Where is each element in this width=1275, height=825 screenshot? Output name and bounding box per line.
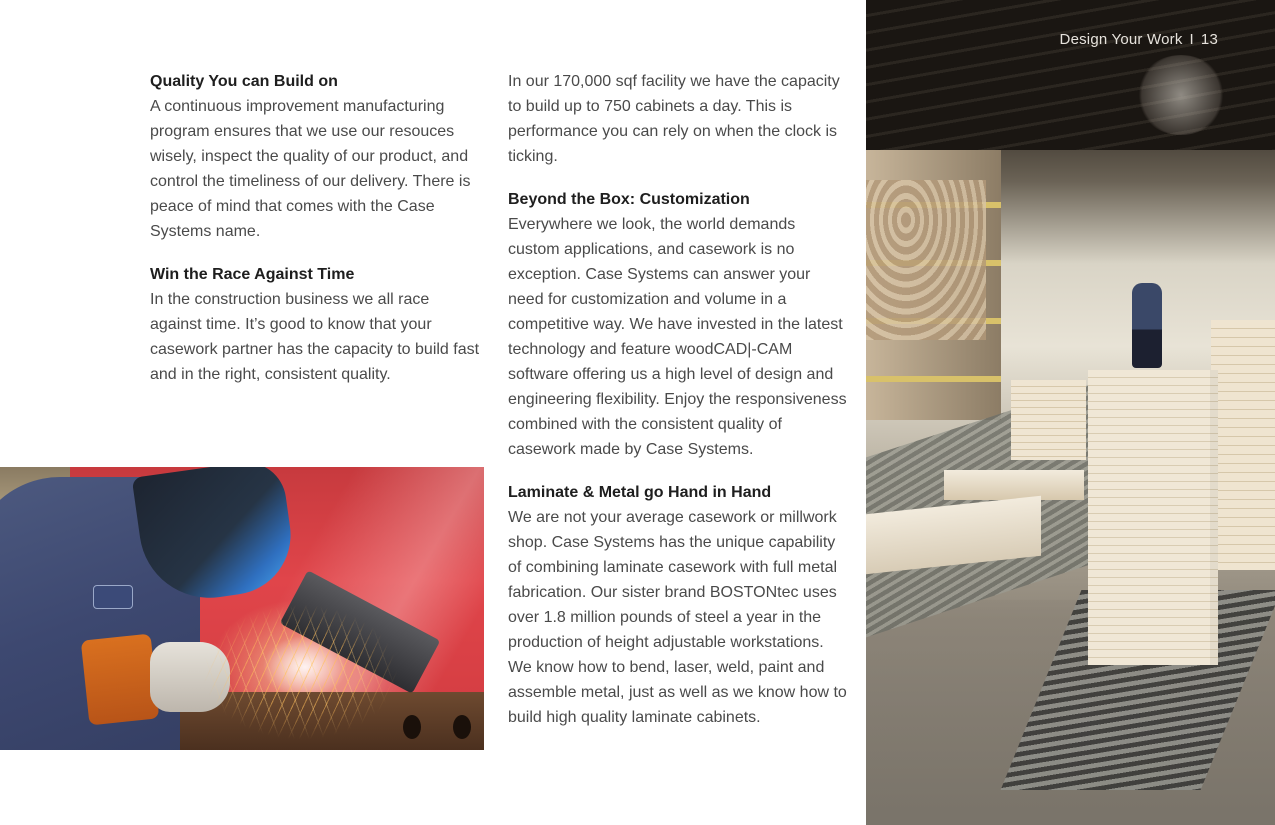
section-body: We are not your average casework or millwork shop. Case Systems has the unique capability of combining laminate casework with full metal fabrication. Our sister brand BOSTONtec uses over 1.8 million pounds of steel a year in the production of height adjustable workstations. We know how to bend, laser, weld, paint and assemble metal, just as well as we know how to build high quality laminate cabinets.: [508, 509, 847, 726]
section-heading: Quality You can Build on: [150, 73, 338, 90]
left-text-column: [150, 69, 480, 405]
panel-stack: [944, 470, 1084, 500]
separator: I: [1189, 31, 1194, 48]
factory-photo: [866, 0, 1275, 825]
panel-stack-right: [1211, 320, 1275, 570]
section-heading: Beyond the Box: Customization: [508, 191, 750, 208]
middle-text-column: [508, 69, 848, 748]
section-heading: Win the Race Against Time: [150, 266, 355, 283]
panel-stack-large: [1088, 370, 1218, 665]
section-customization: [508, 187, 848, 462]
page-number: 13: [1200, 31, 1218, 48]
section-intro: [508, 69, 848, 169]
section-title: Design Your Work: [1059, 31, 1183, 48]
uniform-patch: [93, 585, 133, 609]
welding-photo: [0, 467, 484, 750]
section-body: A continuous improvement manufacturing program ensures that we use our resouces wisely, inspect the quality of our product, and control the timeliness of our delivery. There is peace of mind that comes with the Case Systems name.: [150, 98, 471, 240]
section-laminate-metal: [508, 480, 848, 730]
ceiling-fan: [1136, 55, 1226, 135]
section-body: In the construction business we all race against time. It’s good to know that your casework partner has the capacity to build fast and in the right, consistent quality.: [150, 291, 480, 383]
panel-stack-small: [1011, 380, 1086, 460]
running-header: [1060, 30, 1218, 50]
section-body: Everywhere we look, the world demands custom applications, and casework is no exception. Case Systems can answer your need for customization and volume in a competitive way. We have invested in the latest technology and feature woodCAD|-CAM software offering us a high level of design and engineering flexibility. Enjoy the responsiveness combined with the consistent quality of casework made by Case Systems.: [508, 216, 847, 458]
leather-glove: [81, 634, 160, 726]
intro-paragraph: In our 170,000 sqf facility we have the capacity to build up to 750 cabinets a day. This is performance you can rely on when the clock is ticking.: [508, 73, 840, 165]
edgeband-rolls: [866, 180, 986, 340]
bench-hole: [453, 715, 471, 739]
section-quality: [150, 69, 480, 244]
section-race-against-time: [150, 262, 480, 387]
section-heading: Laminate & Metal go Hand in Hand: [508, 484, 772, 501]
factory-worker: [1132, 283, 1162, 368]
sparks: [150, 587, 410, 750]
